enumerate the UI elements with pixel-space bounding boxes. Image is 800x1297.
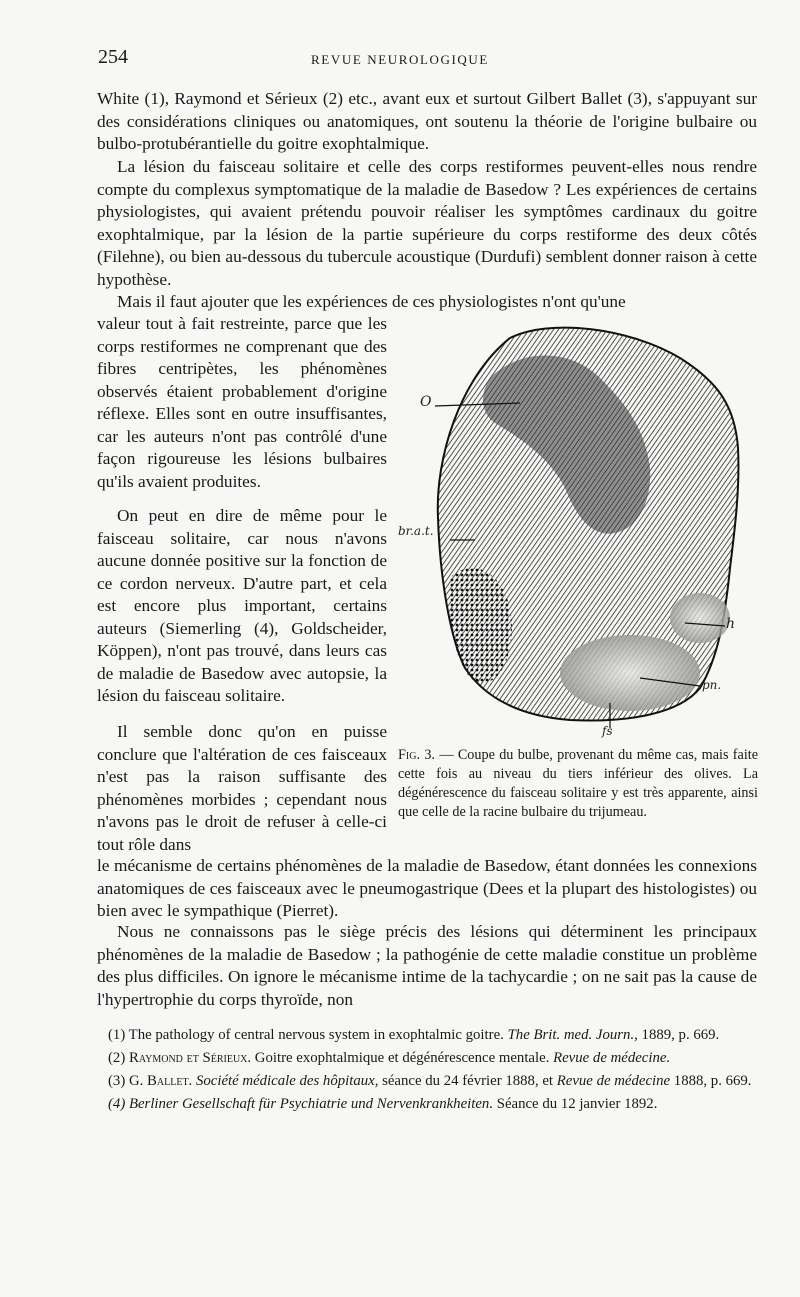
- pale-region: [560, 635, 700, 711]
- figure-label-pn: pn.: [702, 678, 722, 692]
- running-head: REVUE NEUROLOGIQUE: [311, 52, 489, 67]
- footnote-4: [98, 1094, 758, 1114]
- paragraph-1: White (1), Raymond et Sérieux (2) etc., avant eux et surtout Gilbert Ballet (3), s'appuyant sur des considérations cliniques ou anatomiques, ont soutenu la théorie de l'origine bulbaire ou bulbo-protubérantielle du goitre exophtalmique.: [97, 89, 757, 153]
- figure-label-brat: br.a.t.: [398, 524, 434, 538]
- footnote-1-journal: The Brit. med. Journ.: [507, 1027, 635, 1043]
- footnote-1-text: (1) The pathology of central nervous system in exophtalmic goitre.: [108, 1027, 504, 1043]
- footnote-3: [98, 1071, 758, 1091]
- footnote-1-post: , 1889, p. 669.: [634, 1027, 720, 1043]
- paragraph-2: La lésion du faisceau solitaire et celle des corps restiformes peuvent-elles nous rendre compte du complexus symptomatique de la maladie de Basedow ? Les expériences de certains physiologistes, qui avaient prétendu pouvoir réaliser les symptômes cardinaux du goitre exophtalmique, par la lésion de la partie supérieure du corps restiforme des deux côtés (Filehne), ou bien au-dessous du tubercule acoustique (Durdufi) semblent donner raison à cette hypothèse.: [97, 157, 757, 289]
- footnote-1: [98, 1025, 758, 1045]
- footnote-4-post: Séance du 12 janvier 1892.: [493, 1096, 658, 1112]
- paragraph-5-full: le mécanisme de certains phénomènes de la maladie de Basedow, étant données les connexions anatomiques de ces faisceaux avec le pneumogastrique (Dees et la plupart des histologistes) ou bien avec le sympathique (Pierret).: [97, 856, 757, 920]
- figure-label-o: O: [420, 394, 432, 410]
- caption-number: Fig. 3.: [398, 747, 435, 763]
- paragraph-3-column: valeur tout à fait restreinte, parce que les corps restiformes ne comprenant que des fibres centripètes, les phénomènes observés étaient probablement d'origine réflexe. Elles sont en outre insuffisantes, car les auteurs n'ont pas contrôlé d'une façon rigoureuse les lésions bulbaires qu'ils avaient produites.: [97, 314, 387, 491]
- paragraph-3-full: Mais il faut ajouter que les expériences de ces physiologistes n'ont qu'une: [117, 292, 626, 311]
- figure-caption: [398, 746, 758, 822]
- footnote-3-mid: séance du 24 février 1888, et: [378, 1073, 557, 1089]
- footnote-3-journal-2: Revue de médecine: [556, 1073, 671, 1089]
- figure-label-fs: fs: [602, 724, 613, 738]
- figure-3: [400, 318, 760, 743]
- paragraph-4-column: On peut en dire de même pour le faisceau solitaire, car nous n'avons aucune donnée positive sur la fonction de ce cordon nerveux. D'autre part, et cela est encore plus important, certains auteurs (Siemerling (4), Goldscheider, Köppen), n'ont pas trouvé, dans leurs cas de maladie de Basedow avec autopsie, la lésion du faisceau solitaire.: [97, 506, 387, 705]
- footnote-2: [98, 1048, 758, 1068]
- caption-text: — Coupe du bulbe, provenant du même cas, mais faite cette fois au niveau du tiers inférieur des olives. La dégénérescence du faisceau solitaire y est très apparente, ainsi que celle de la racine bulbaire du trijumeau.: [398, 747, 759, 820]
- footnote-2-text: Goitre exophtalmique et dégénérescence mentale.: [251, 1050, 550, 1066]
- footnote-3-journal-1: Société médicale des hôpitaux,: [195, 1073, 379, 1089]
- footnote-4-journal: (4) Berliner Gesellschaft für Psychiatrie und Nervenkrankheiten.: [108, 1096, 494, 1112]
- footnote-2-journal: Revue de médecine.: [553, 1050, 671, 1066]
- footnote-2-authors: (2) Raymond et Sérieux.: [108, 1050, 252, 1066]
- page-number: 254: [98, 46, 128, 68]
- figure-label-h: h: [726, 616, 736, 632]
- pale-region-2: [670, 593, 730, 643]
- footnote-3-author: (3) G. Ballet.: [108, 1073, 193, 1089]
- footnotes: [98, 1025, 758, 1117]
- paragraph-5-column: Il semble donc qu'on en puisse conclure que l'altération de ces faisceaux n'est pas la raison suffisante des phénomènes morbides ; cependant nous n'avons pas le droit de refuser à celle-ci tout rôle dans: [97, 722, 387, 854]
- footnote-3-post: 1888, p. 669.: [670, 1073, 752, 1089]
- paragraph-6: Nous ne connaissons pas le siège précis des lésions qui déterminent les principaux phénomènes de la maladie de Basedow ; la pathogénie de cette maladie constitue un problème des plus difficiles. On ignore le mécanisme intime de la tachycardie ; on ne sait pas la cause de l'hypertrophie du corps thyroïde, non: [97, 922, 757, 1009]
